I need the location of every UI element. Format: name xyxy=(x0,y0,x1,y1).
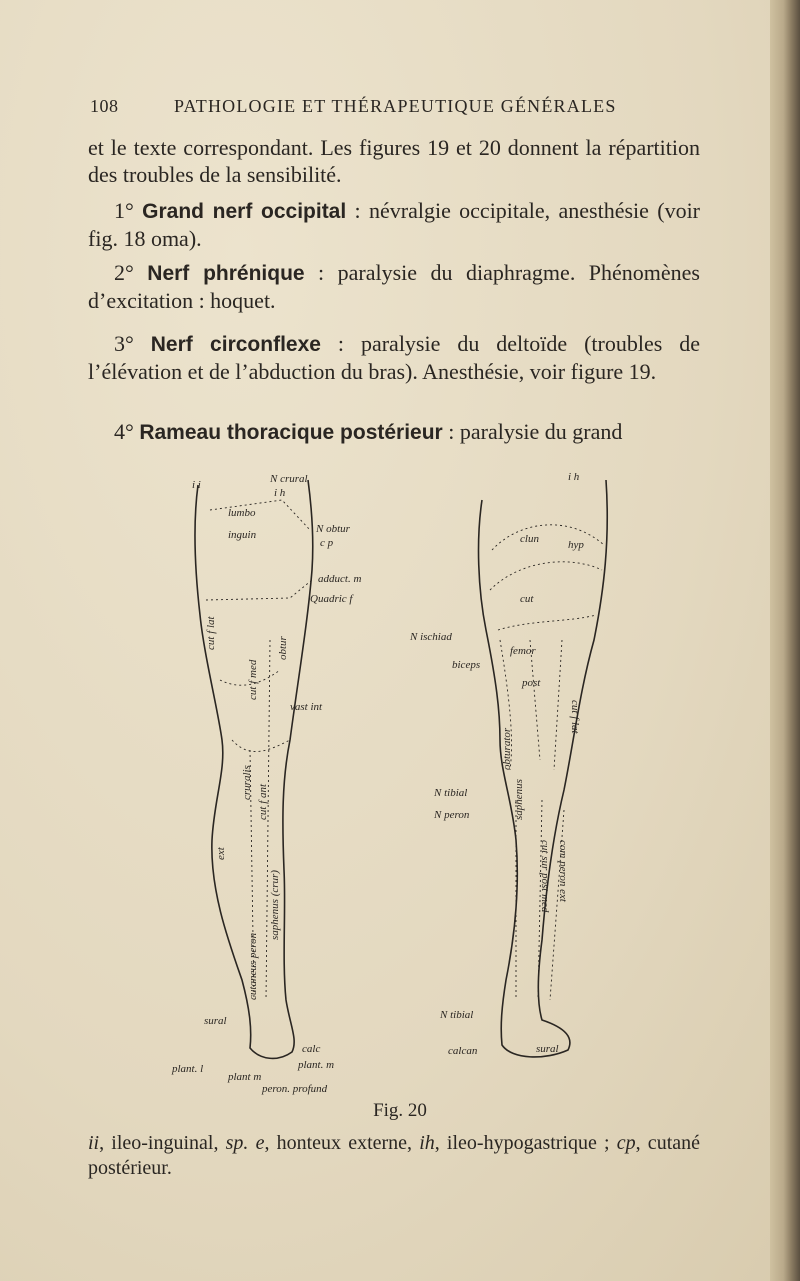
back-label-calcan: calcan xyxy=(448,1045,478,1057)
front-label-cruralis: cruralis xyxy=(241,765,253,800)
front-label-ext: ext xyxy=(215,847,227,860)
back-label-saphenus: saphenus xyxy=(513,779,525,820)
running-title: PATHOLOGIE ET THÉRAPEUTIQUE GÉNÉRALES xyxy=(174,96,617,116)
legend-term: cp xyxy=(616,1132,636,1154)
item-text: : paralysie du diaphragme. Phénomènes d’excitation : hoquet. xyxy=(88,260,700,313)
item-text: : névralgie occipitale, anesthésie (voir fig. 18 oma). xyxy=(88,198,701,251)
front-label-vast-int: vast int xyxy=(290,701,323,713)
legend-desc: , ileo-inguinal, xyxy=(99,1132,226,1154)
front-label-plant-l: plant. l xyxy=(172,1063,204,1075)
back-label-clun: clun xyxy=(520,533,539,545)
leg-nerve-diagram xyxy=(170,440,610,1100)
back-label-biceps: biceps xyxy=(452,659,481,671)
book-spine-shadow xyxy=(770,0,800,1281)
figure-caption: Fig. 20 xyxy=(373,1100,427,1121)
intro-paragraph: et le texte correspondant. Les figures 19 et 20 donnent la répartition des troubles de la sensibilité. xyxy=(88,135,700,187)
item-number: 3° xyxy=(114,331,134,356)
front-label-n-obtur: N obtur xyxy=(316,523,350,535)
front-label-adduct: adduct. m xyxy=(318,573,362,585)
front-label-cut-f-med: cut f med xyxy=(247,659,259,700)
back-label-ih: i h xyxy=(568,471,580,483)
front-label-cut-f-lat: cut f lat xyxy=(205,616,217,650)
item-text: : paralysie du grand xyxy=(442,419,623,444)
back-label-n-tibial: N tibial xyxy=(434,787,468,799)
legend-term: ii xyxy=(88,1132,100,1154)
page-number: 108 xyxy=(90,96,119,116)
legend-desc: , honteux externe, xyxy=(264,1132,420,1154)
front-label-ii: i i xyxy=(192,479,201,491)
item-title: Nerf circonflexe xyxy=(150,333,321,356)
back-label-n-tibial-2: N tibial xyxy=(440,1009,474,1021)
front-label-sural: sural xyxy=(204,1015,227,1027)
legend-desc: , cutané postérieur. xyxy=(88,1132,700,1179)
front-label-ih: i h xyxy=(274,487,286,499)
front-label-peron-profund: peron. profund xyxy=(262,1083,328,1095)
front-label-cutaneus: cutaneus peron xyxy=(247,932,259,1000)
item-paragraph-3 xyxy=(88,330,700,385)
back-label-cut-f-lat: cut f lat xyxy=(569,700,581,734)
front-label-inguin: inguin xyxy=(228,529,257,541)
back-label-post: post xyxy=(522,677,541,689)
item-paragraph-2 xyxy=(88,259,700,314)
back-label-n-ischiad: N ischiad xyxy=(410,631,452,643)
back-label-sural: sural xyxy=(536,1043,559,1055)
front-label-obtur: obtur xyxy=(277,636,289,660)
back-leg-outline xyxy=(479,480,608,1057)
back-label-n-peron: N peron xyxy=(434,809,470,821)
item-number: 1° xyxy=(114,198,134,223)
item-title: Grand nerf occipital xyxy=(142,200,347,223)
back-label-cut-sur-post: cut sur post med xyxy=(539,840,551,913)
legend-term: sp. e xyxy=(225,1132,265,1154)
legend-desc: , ileo-hypogastrique ; xyxy=(434,1132,617,1154)
front-label-cut-f-ant: cut f ant xyxy=(257,783,269,820)
back-label-com-peron: com peron ext xyxy=(557,840,569,902)
item-title: Rameau thoracique postérieur xyxy=(139,421,443,444)
front-label-cp: c p xyxy=(320,537,334,549)
front-label-plant-m2: plant m xyxy=(228,1071,262,1083)
item-paragraph-1 xyxy=(88,197,700,252)
back-label-obturator: obturator xyxy=(501,727,513,770)
front-label-plant-m: plant. m xyxy=(298,1059,335,1071)
front-label-lumbo: lumbo xyxy=(228,507,256,519)
front-label-n-crural: N crural xyxy=(270,473,308,485)
front-label-calc: calc xyxy=(302,1043,321,1055)
item-title: Nerf phrénique xyxy=(147,262,305,285)
item-text: : paralysie du deltoïde (troubles de l’élévation et de l’abduction du bras). Anesthésie, voir figure 19. xyxy=(88,331,701,384)
back-label-femor: femor xyxy=(510,645,536,657)
back-label-cut: cut xyxy=(520,593,534,605)
item-number: 2° xyxy=(114,260,134,285)
item-number: 4° xyxy=(114,419,134,444)
back-label-hyp: hyp xyxy=(568,539,584,551)
front-label-quadric: Quadric f xyxy=(310,593,353,605)
legend-term: ih xyxy=(419,1132,435,1154)
front-label-saphenus: saphenus (crur) xyxy=(269,870,281,940)
figure-legend xyxy=(88,1131,700,1181)
